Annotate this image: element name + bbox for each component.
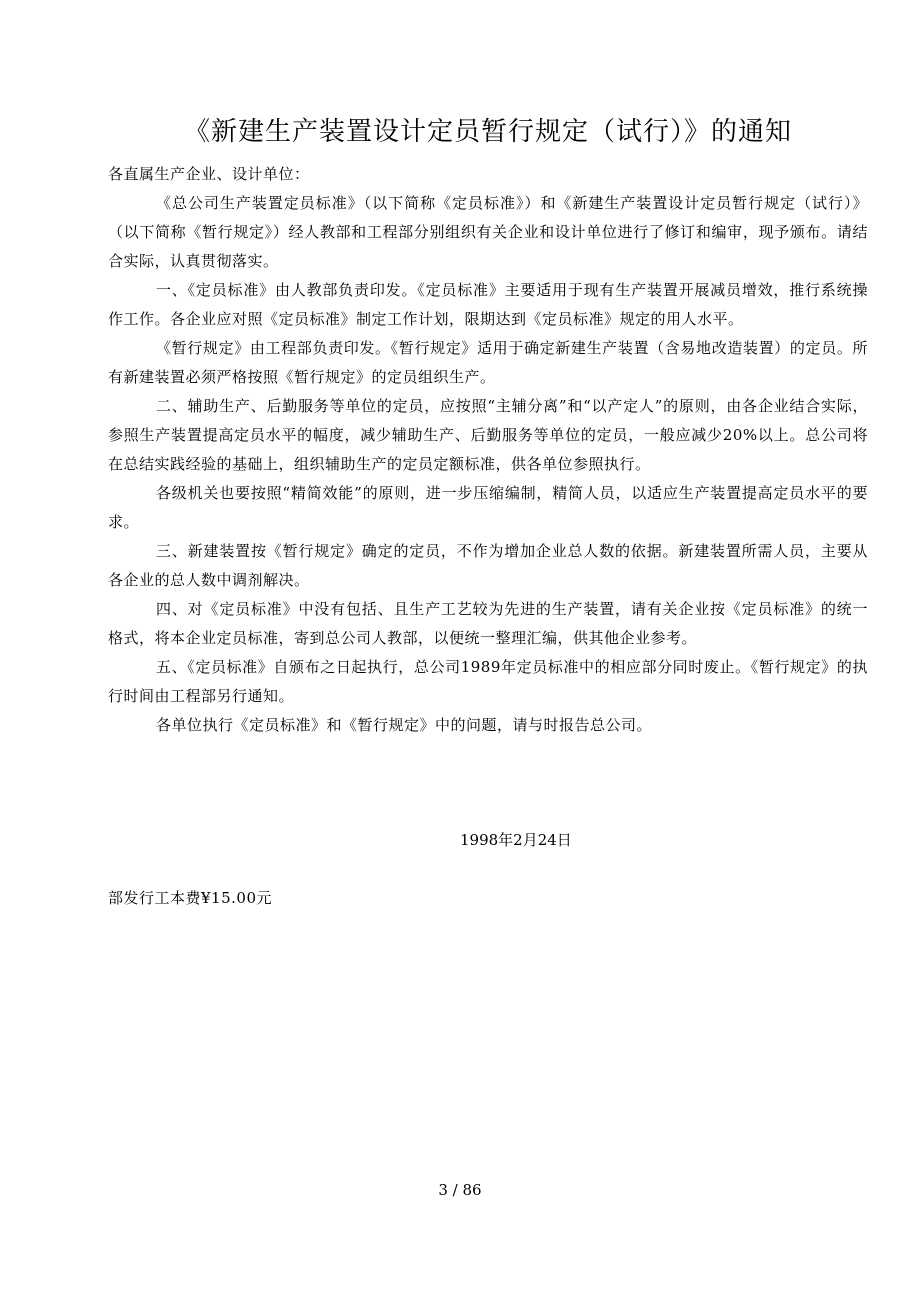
paragraph-item-1-note: 《暂行规定》由工程部负责印发。《暂行规定》适用于确定新建生产装置（含易地改造装置）的定员。所有新建装置必须严格按照《暂行规定》的定员组织生产。 [108,339,868,386]
paragraph-item-2-note: 各级机关也要按照“精简效能”的原则，进一步压缩编制，精简人员，以适应生产装置提高定员水平的要求。 [108,484,868,531]
document-body [108,160,868,740]
price-note: 部发行工本费¥15.00元 [108,889,272,907]
document-date: 1998年2月24日 [460,831,572,849]
paragraph-item-1: 一、《定员标准》由人教部负责印发。《定员标准》主要适用于现有生产装置开展减员增效，推行系统操作工作。各企业应对照《定员标准》制定工作计划，限期达到《定员标准》规定的用人水平。 [108,281,868,328]
paragraph-intro: 《总公司生产装置定员标准》（以下简称《定员标准》）和《新建生产装置设计定员暂行规定（试行）》（以下简称《暂行规定》）经人教部和工程部分别组织有关企业和设计单位进行了修订和编审，现予颁布。请结合实际，认真贯彻落实。 [108,194,868,270]
page-number: 3 / 86 [438,1181,482,1199]
paragraph-item-3: 三、新建装置按《暂行规定》确定的定员，不作为增加企业总人数的依据。新建装置所需人员，主要从各企业的总人数中调剂解决。 [108,542,868,589]
paragraph-item-2: 二、辅助生产、后勤服务等单位的定员，应按照“主辅分离”和“以产定人”的原则，由各企业结合实际，参照生产装置提高定员水平的幅度，减少辅助生产、后勤服务等单位的定员，一般应减少20%以上。总公司将在总结实践经验的基础上，组织辅助生产的定员定额标准，供各单位参照执行。 [108,397,868,473]
paragraph-closing: 各单位执行《定员标准》和《暂行规定》中的问题，请与时报告总公司。 [156,716,653,734]
paragraph-item-5: 五、《定员标准》自颁布之日起执行，总公司1989年定员标准中的相应部分同时废止。《暂行规定》的执行时间由工程部另行通知。 [108,658,868,705]
paragraph-item-4: 四、对《定员标准》中没有包括、且生产工艺较为先进的生产装置，请有关企业按《定员标准》的统一格式，将本企业定员标准，寄到总公司人教部，以便统一整理汇编，供其他企业参考。 [108,600,868,647]
document-title: 《新建生产装置设计定员暂行规定（试行）》的通知 [183,117,792,147]
salutation: 各直属生产企业、设计单位： [108,165,310,183]
